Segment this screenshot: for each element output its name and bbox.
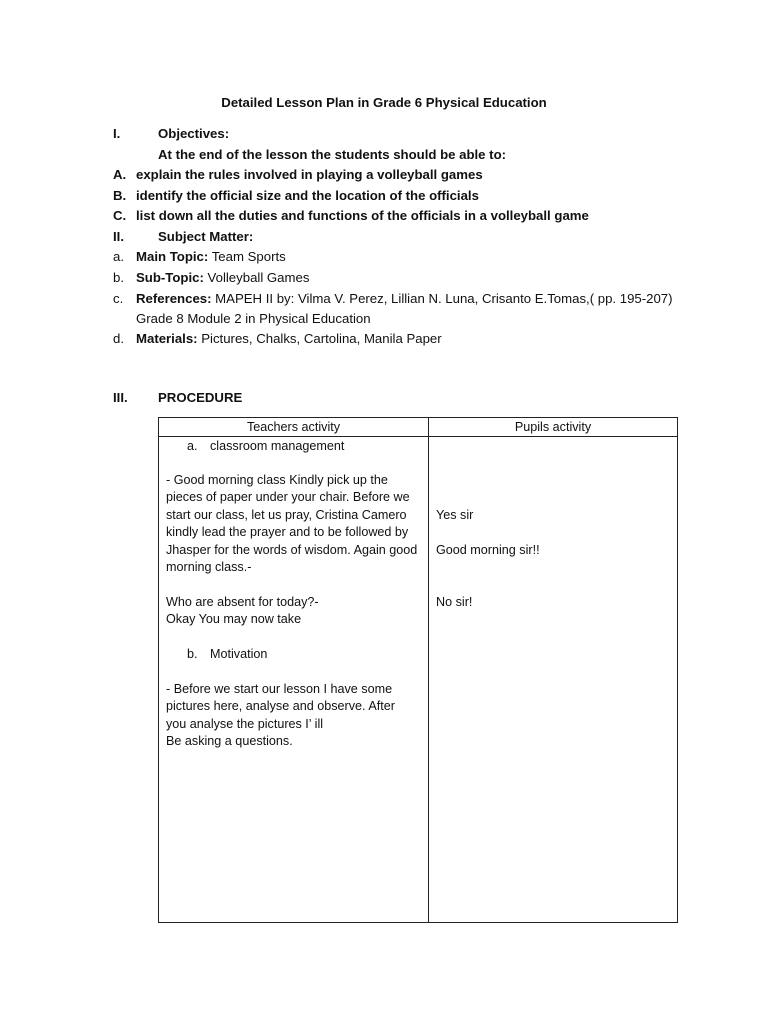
subject-item-references	[136, 291, 673, 306]
subject-value: MAPEH II by: Vilma V. Perez, Lillian N. Luna, Crisanto E.Tomas,( pp. 195-207)	[211, 291, 673, 306]
table-header-row	[159, 418, 678, 437]
section-2-heading: Subject Matter:	[158, 229, 254, 244]
pupil-line: No sir!	[436, 595, 473, 609]
subject-letter: b.	[113, 270, 124, 285]
objective-item: list down all the duties and functions of the officials in a volleyball game	[136, 208, 589, 223]
teacher-line: Who are absent for today?-	[166, 595, 319, 609]
objective-letter: A.	[113, 167, 127, 182]
section-2-numeral: II.	[113, 229, 124, 244]
subject-item-sub-topic	[136, 270, 309, 285]
section-3-numeral: III.	[113, 390, 128, 405]
table-row	[159, 437, 678, 923]
teacher-line: kindly lead the prayer and to be followed by	[166, 525, 409, 539]
objective-item: explain the rules involved in playing a volleyball games	[136, 167, 483, 182]
pupils-activity-cell	[429, 437, 678, 923]
subject-letter: d.	[113, 331, 124, 346]
references-continuation: Grade 8 Module 2 in Physical Education	[136, 311, 371, 326]
subject-label: Main Topic:	[136, 249, 209, 264]
subject-item-materials	[136, 331, 442, 346]
subject-label: Sub-Topic:	[136, 270, 204, 285]
teachers-activity-cell	[159, 437, 429, 923]
subject-letter: a.	[113, 249, 124, 264]
column-header-teachers: Teachers activity	[159, 418, 429, 437]
objective-letter: C.	[113, 208, 127, 223]
section-1-heading: Objectives:	[158, 126, 230, 141]
objective-letter: B.	[113, 188, 127, 203]
teacher-line: Jhasper for the words of wisdom. Again good	[166, 543, 418, 557]
pupil-line: Yes sir	[436, 508, 474, 522]
section-3-heading: PROCEDURE	[158, 390, 243, 405]
sub-item-title: classroom management	[210, 439, 345, 453]
subject-value: Team Sports	[208, 249, 286, 264]
subject-letter: c.	[113, 291, 124, 306]
teacher-line: start our class, let us pray, Cristina Camero	[166, 508, 407, 522]
teacher-line: Be asking a questions.	[166, 734, 293, 748]
teacher-line: Okay You may now take	[166, 612, 302, 626]
subject-item-main-topic	[136, 249, 286, 264]
procedure-table	[158, 417, 678, 923]
subject-label: References:	[136, 291, 212, 306]
sub-item-letter: b.	[187, 647, 198, 661]
section-1-numeral: I.	[113, 126, 121, 141]
teacher-line: pictures here, analyse and observe. After	[166, 699, 395, 713]
subject-value: Volleyball Games	[203, 270, 310, 285]
document-title: Detailed Lesson Plan in Grade 6 Physical Education	[221, 95, 547, 110]
subject-value: Pictures, Chalks, Cartolina, Manila Paper	[197, 331, 442, 346]
sub-item-title: Motivation	[210, 647, 268, 661]
teacher-line: morning class.-	[166, 560, 252, 574]
pupil-line: Good morning sir!!	[436, 543, 540, 557]
objective-item: identify the official size and the location of the officials	[136, 188, 479, 203]
sub-item-letter: a.	[187, 439, 198, 453]
teacher-line: you analyse the pictures I’ ill	[166, 717, 324, 731]
teacher-line: - Before we start our lesson I have some	[166, 682, 393, 696]
teacher-line: pieces of paper under your chair. Before we	[166, 490, 410, 504]
teacher-line: - Good morning class Kindly pick up the	[166, 473, 388, 487]
objectives-intro: At the end of the lesson the students should be able to:	[158, 147, 507, 162]
subject-label: Materials:	[136, 331, 198, 346]
column-header-pupils: Pupils activity	[429, 418, 678, 437]
